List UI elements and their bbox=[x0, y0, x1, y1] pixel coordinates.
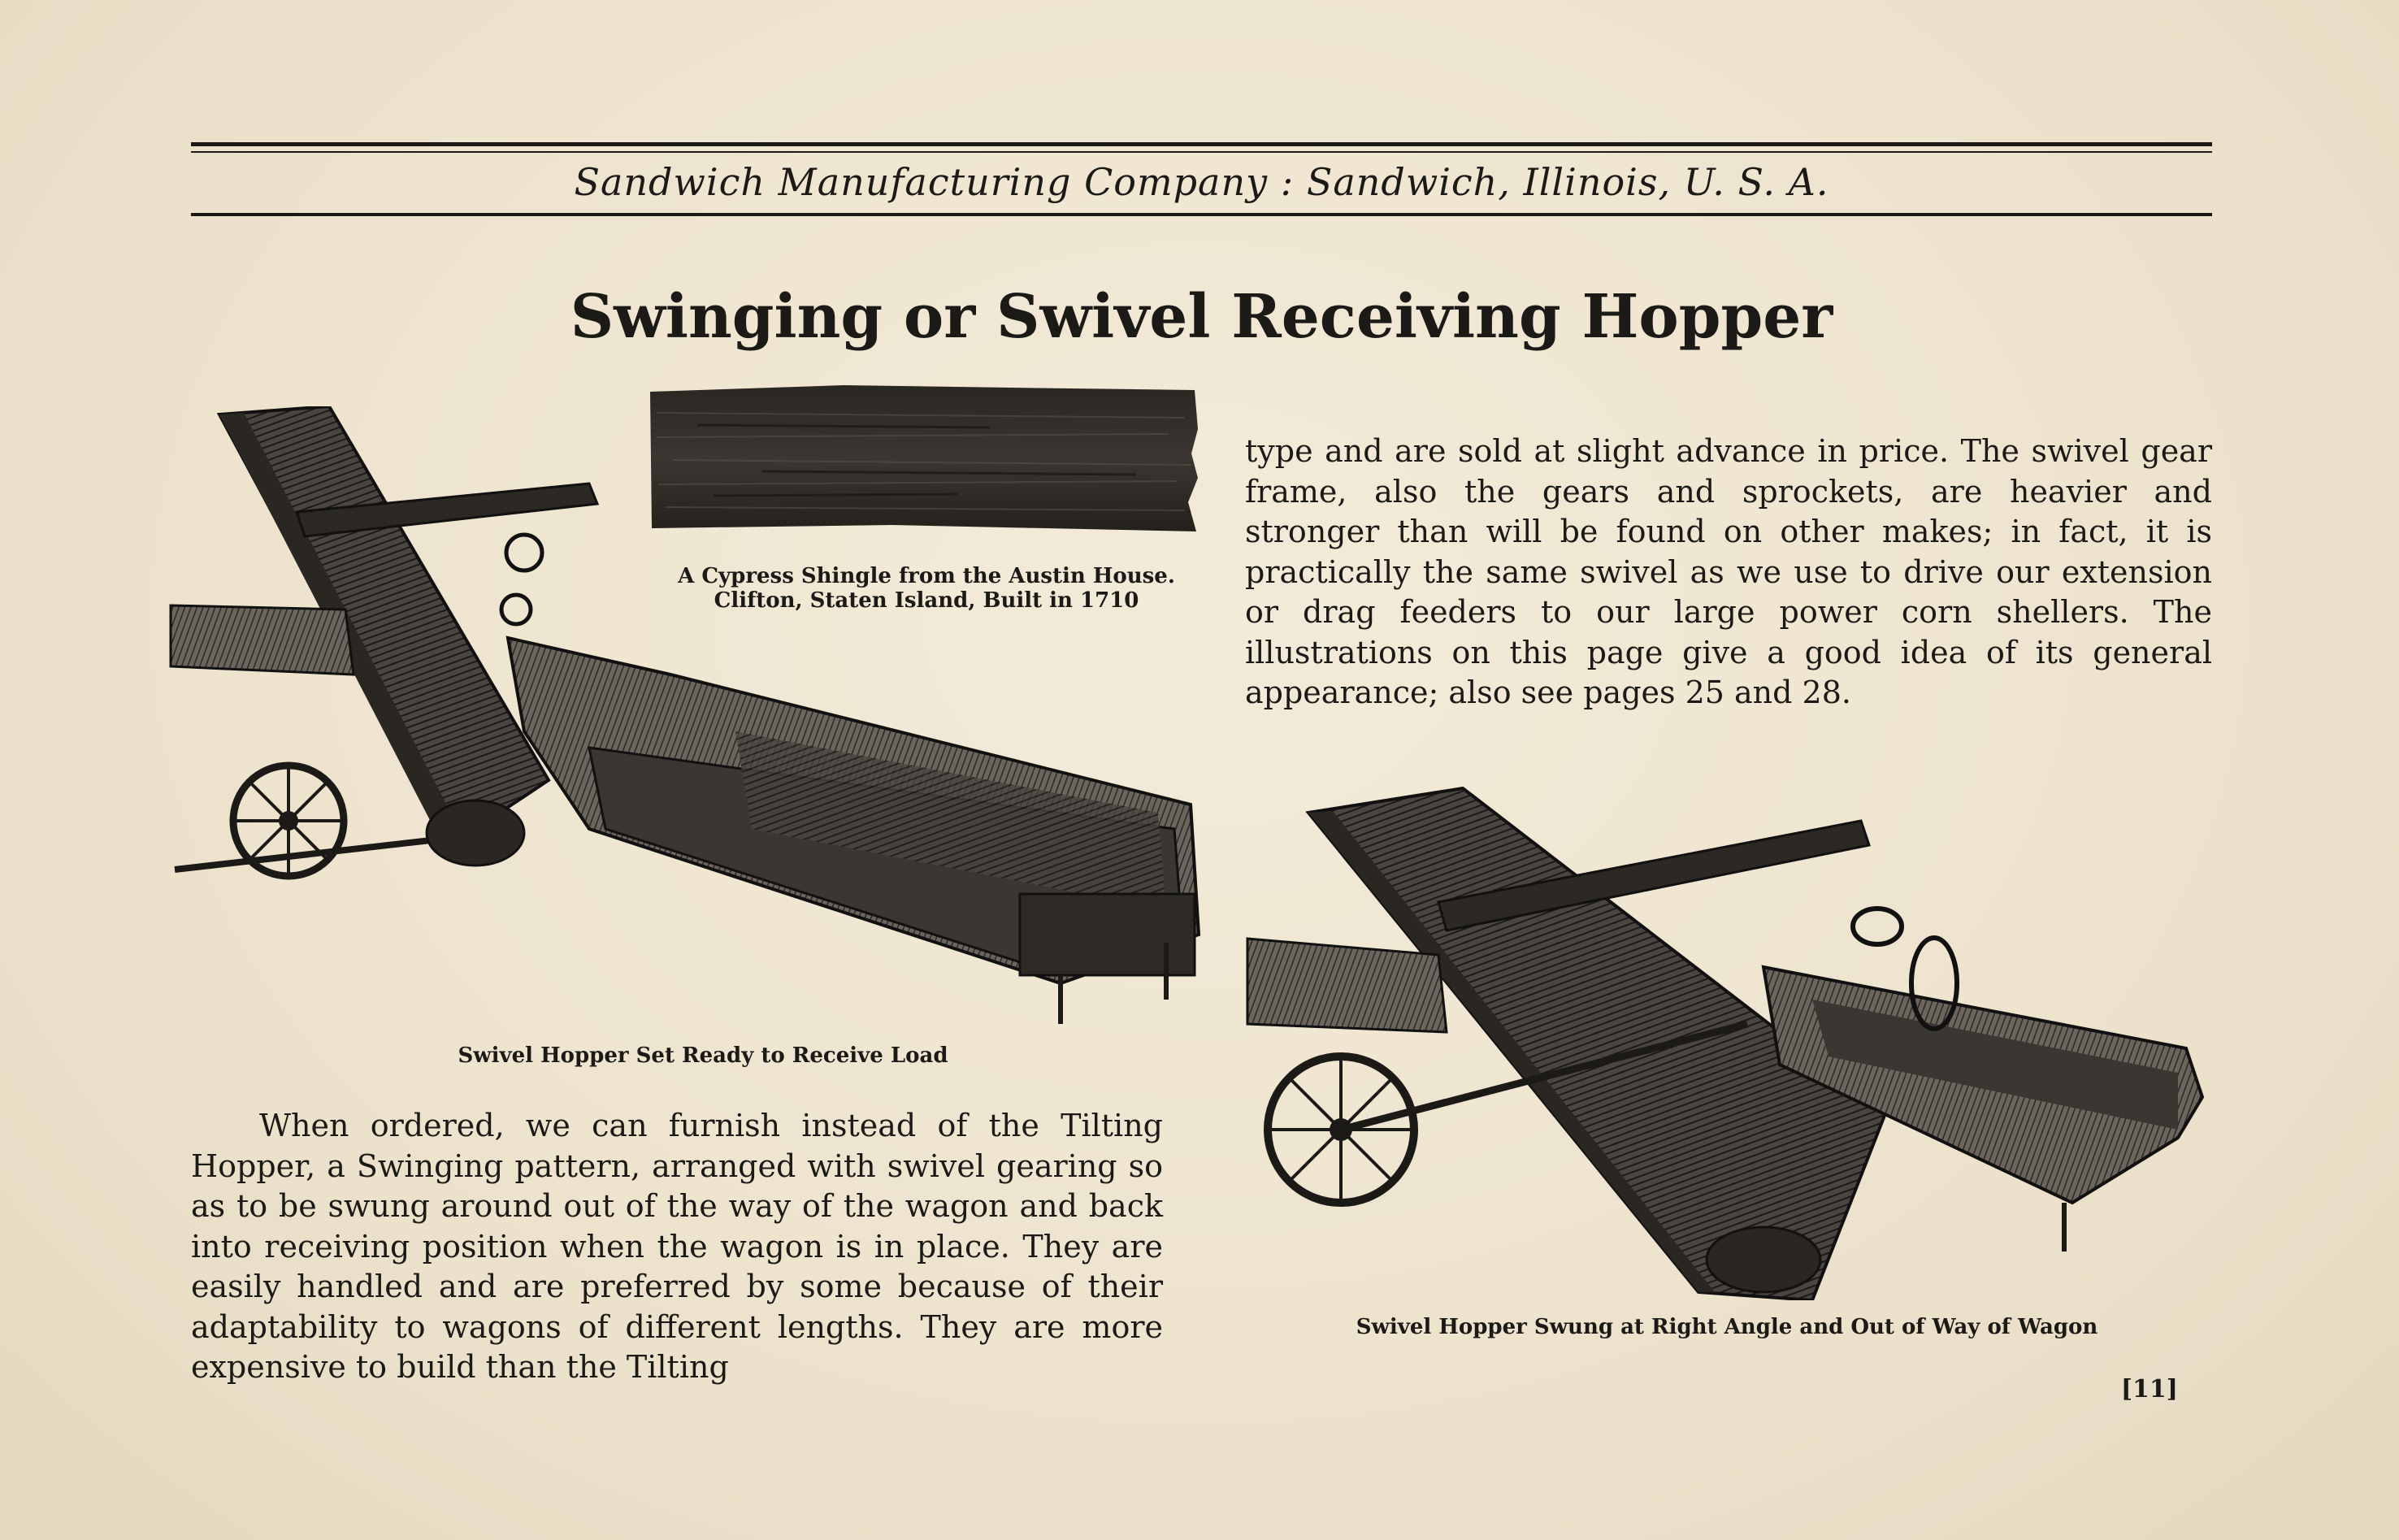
header-rule-bottom bbox=[191, 213, 2212, 216]
body-paragraph-right: type and are sold at slight advance in price. The swivel gear frame, also the gears and sprockets, are heavier and stronger than will be found on other makes; in fact, it is practically the same swivel as we use to drive our extension or drag feeders to our large power corn shellers. The illustrations on this page give a good idea of its general appearance; also see pages 25 and 28. bbox=[1245, 433, 2212, 710]
header-rule-top bbox=[191, 142, 2212, 146]
body-paragraph-left: When ordered, we can furnish instead of the Tilting Hopper, a Swinging pattern, arranged with swivel gearing so as to be swung around out of the way of the wagon and back into receiving position when the wagon is in place. They are easily handled and are preferred by some because of their adaptability to wagons of different lengths. They are more expensive to build than the Tilting bbox=[191, 1108, 1163, 1385]
swivel-hopper-ready-illustration bbox=[167, 406, 1207, 1032]
running-head: Sandwich Manufacturing Company : Sandwich, Illinois, U. S. A. bbox=[574, 160, 1829, 204]
figure-right-caption: Swivel Hopper Swung at Right Angle and Out of Way of Wagon bbox=[1356, 1315, 2098, 1339]
swivel-hopper-swung-illustration bbox=[1243, 780, 2210, 1300]
page-title: Swinging or Swivel Receiving Hopper bbox=[570, 282, 1833, 352]
shingle-caption-line-2: Clifton, Staten Island, Built in 1710 bbox=[714, 588, 1139, 613]
header-rule-top-thin bbox=[191, 151, 2212, 153]
shingle-caption-line-1: A Cypress Shingle from the Austin House. bbox=[678, 564, 1175, 588]
figure-left-caption: Swivel Hopper Set Ready to Receive Load bbox=[458, 1043, 948, 1068]
page-number: [11] bbox=[2120, 1375, 2178, 1403]
